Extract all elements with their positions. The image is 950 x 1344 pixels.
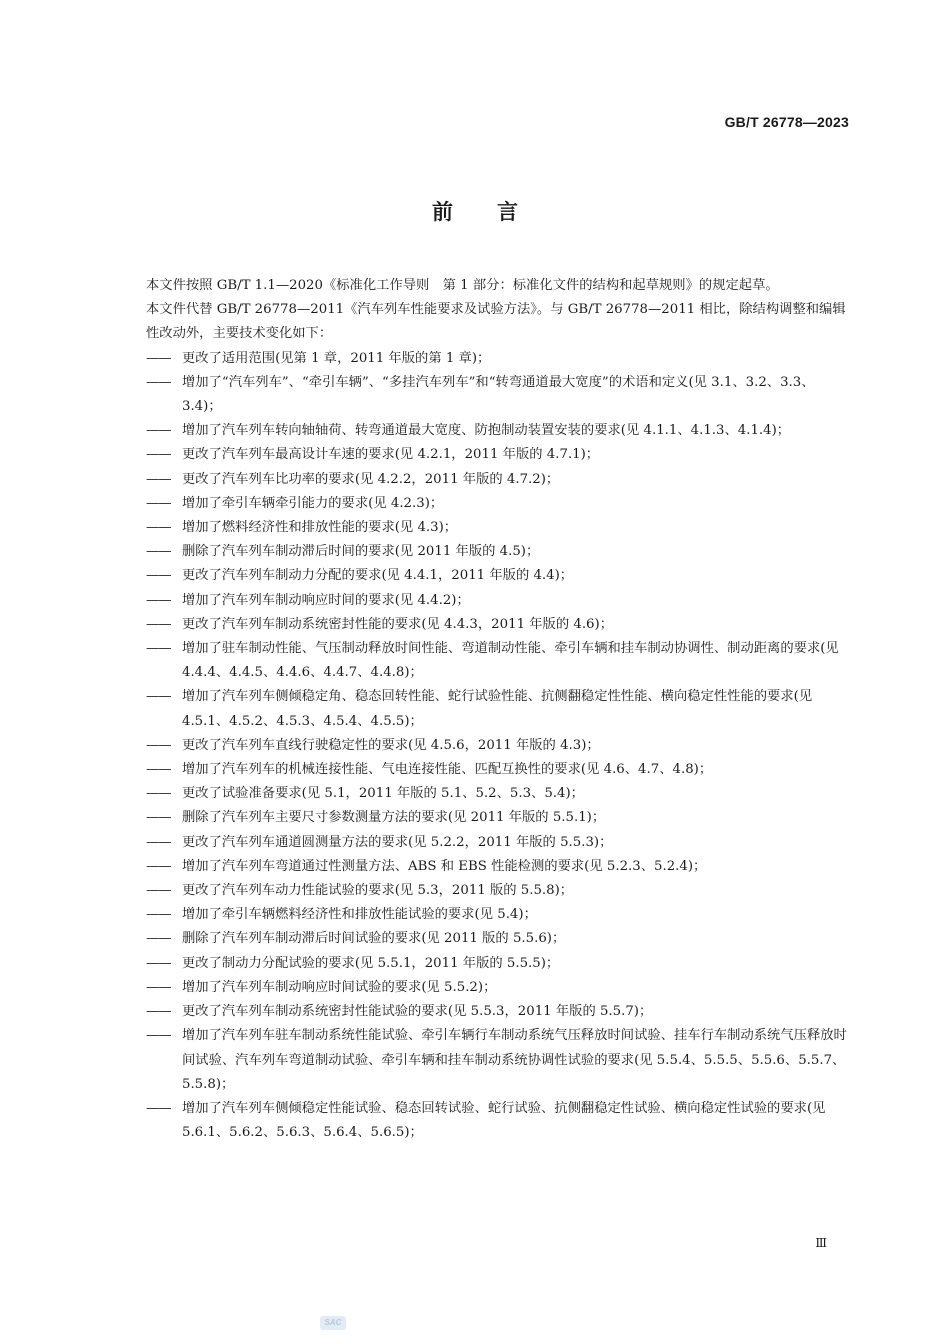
dash-marker: —— <box>146 423 171 439</box>
change-item-text: 增加了汽车列车制动响应时间的要求(见 4.4.2)； <box>182 592 470 608</box>
dash-marker: —— <box>146 979 171 995</box>
change-item <box>146 443 852 467</box>
dash-marker: —— <box>146 592 171 608</box>
dash-marker: —— <box>146 907 171 923</box>
change-item <box>146 1000 852 1024</box>
change-item-text: 增加了“汽车列车”、“牵引车辆”、“多挂汽车列车”和“转弯通道最大宽度”的术语和定义(见 3.1、3.2、3.3、3.4)； <box>182 374 815 415</box>
change-item-text: 增加了汽车列车侧倾稳定性能试验、稳态回转试验、蛇行试验、抗侧翻稳定性试验、横向稳定性试验的要求(见 5.6.1、5.6.2、5.6.3、5.6.4、5.6.5)； <box>182 1100 826 1141</box>
change-item-text: 更改了试验准备要求(见 5.1，2011 年版的 5.1、5.2、5.3、5.4)； <box>182 786 584 802</box>
dash-marker: —— <box>146 471 171 487</box>
intro-paragraph-1-text: 本文件按照 GB/T 1.1—2020《标准化工作导则 第 1 部分：标准化文件的结构和起草规则》的规定起草。 <box>146 278 779 293</box>
change-item-text: 增加了汽车列车制动响应时间试验的要求(见 5.5.2)； <box>182 979 497 995</box>
dash-marker: —— <box>146 616 171 632</box>
change-item <box>146 564 852 588</box>
change-item-text: 增加了驻车制动性能、气压制动释放时间性能、弯道制动性能、牵引车辆和挂车制动协调性、制动距离的要求(见 4.4.4、4.4.5、4.4.6、4.4.7、4.4.8)； <box>182 641 839 681</box>
change-item <box>146 806 852 830</box>
change-item <box>146 637 852 685</box>
dash-marker: —— <box>146 786 171 802</box>
dash-marker: —— <box>146 447 171 463</box>
dash-marker: —— <box>146 1028 171 1044</box>
dash-marker: —— <box>146 1100 171 1116</box>
change-item-text: 更改了适用范围(见第 1 章，2011 年版的第 1 章)； <box>182 350 491 366</box>
dash-marker: —— <box>146 955 171 971</box>
intro-paragraph-1 <box>146 274 852 298</box>
change-item-text: 增加了牵引车辆燃料经济性和排放性能试验的要求(见 5.4)； <box>182 907 537 923</box>
change-item <box>146 516 852 540</box>
change-item <box>146 589 852 613</box>
change-item <box>146 685 852 733</box>
change-item-text: 增加了汽车列车侧倾稳定角、稳态回转性能、蛇行试验性能、抗侧翻稳定性性能、横向稳定性性能的要求(见 4.5.1、4.5.2、4.5.3、4.5.4、4.5.5)； <box>182 689 813 729</box>
change-item-text: 更改了汽车列车制动系统密封性能的要求(见 4.4.3，2011 年版的 4.6)； <box>182 616 613 632</box>
dash-marker: —— <box>146 689 171 705</box>
change-item-text: 更改了汽车列车比功率的要求(见 4.2.2，2011 年版的 4.7.2)； <box>182 471 560 487</box>
dash-marker: —— <box>146 350 171 366</box>
intro-paragraph-2-text: 本文件代替 GB/T 26778—2011《汽车列车性能要求及试验方法》。与 GB/T 26778—2011 相比，除结构调整和编辑性改动外，主要技术变化如下： <box>146 302 846 342</box>
dash-marker: —— <box>146 495 171 511</box>
change-item <box>146 927 852 951</box>
change-item <box>146 734 852 758</box>
dash-marker: —— <box>146 810 171 826</box>
change-item-text: 增加了汽车列车转向轴轴荷、转弯通道最大宽度、防抱制动装置安装的要求(见 4.1.1、4.1.3、4.1.4)； <box>182 423 791 439</box>
change-item-text: 更改了汽车列车通道圆测量方法的要求(见 5.2.2，2011 年版的 5.5.3)； <box>182 834 613 850</box>
change-item-text: 删除了汽车列车主要尺寸参数测量方法的要求(见 2011 年版的 5.5.1)； <box>182 810 606 826</box>
change-item <box>146 855 852 879</box>
change-item <box>146 1024 852 1097</box>
change-item <box>146 492 852 516</box>
change-item <box>146 613 852 637</box>
change-item-text: 增加了牵引车辆牵引能力的要求(见 4.2.3)； <box>182 495 444 511</box>
dash-marker: —— <box>146 762 171 778</box>
dash-marker: —— <box>146 641 171 657</box>
page-title: 前言 <box>432 200 562 224</box>
change-item <box>146 831 852 855</box>
dash-marker: —— <box>146 737 171 753</box>
dash-marker: —— <box>146 858 171 874</box>
change-item-text: 删除了汽车列车制动滞后时间试验的要求(见 2011 版的 5.5.6)； <box>182 931 566 947</box>
change-item <box>146 976 852 1000</box>
change-item <box>146 1097 852 1145</box>
technical-changes-list <box>146 347 852 1146</box>
dash-marker: —— <box>146 568 171 584</box>
change-item-text: 更改了汽车列车制动系统密封性能试验的要求(见 5.5.3，2011 年版的 5.5.7)； <box>182 1004 653 1020</box>
change-item-text: 更改了制动力分配试验的要求(见 5.5.1，2011 年版的 5.5.5)； <box>182 955 560 971</box>
intro-paragraph-2 <box>146 298 852 346</box>
change-item <box>146 758 852 782</box>
change-item <box>146 903 852 927</box>
page-number: Ⅲ <box>815 1236 827 1250</box>
change-item-text: 增加了汽车列车的机械连接性能、气电连接性能、匹配互换性的要求(见 4.6、4.7、4.8)； <box>182 762 713 778</box>
change-item <box>146 347 852 371</box>
dash-marker: —— <box>146 520 171 536</box>
change-item-text: 增加了汽车列车弯道通过性测量方法、ABS 和 EBS 性能检测的要求(见 5.2.3、5.2.4)； <box>182 858 707 874</box>
dash-marker: —— <box>146 931 171 947</box>
dash-marker: —— <box>146 883 171 899</box>
change-item-text: 更改了汽车列车动力性能试验的要求(见 5.3，2011 版的 5.5.8)； <box>182 883 574 899</box>
change-item <box>146 952 852 976</box>
sac-logo-watermark: SAC <box>320 1316 346 1330</box>
change-item-text: 增加了汽车列车驻车制动系统性能试验、牵引车辆行车制动系统气压释放时间试验、挂车行车制动系统气压释放时间试验、汽车列车弯道制动试验、牵引车辆和挂车制动系统协调性试验的要求(见 5.5.4、5.5.5、5.5.6、5.5.7、5.5.8)； <box>182 1028 847 1092</box>
change-item-text: 更改了汽车列车直线行驶稳定性的要求(见 4.5.6，2011 年版的 4.3)； <box>182 737 600 753</box>
change-item <box>146 468 852 492</box>
change-item <box>146 371 852 419</box>
change-item-text: 更改了汽车列车制动力分配的要求(见 4.4.1，2011 年版的 4.4)； <box>182 568 574 584</box>
dash-marker: —— <box>146 374 171 390</box>
change-item <box>146 782 852 806</box>
standard-code: GB/T 26778—2023 <box>724 114 849 130</box>
foreword-body <box>146 274 852 1145</box>
change-item-text: 更改了汽车列车最高设计车速的要求(见 4.2.1，2011 年版的 4.7.1)； <box>182 447 600 463</box>
change-item-text: 增加了燃料经济性和排放性能的要求(见 4.3)； <box>182 520 458 536</box>
change-item-text: 删除了汽车列车制动滞后时间的要求(见 2011 年版的 4.5)； <box>182 544 540 560</box>
dash-marker: —— <box>146 834 171 850</box>
dash-marker: —— <box>146 1004 171 1020</box>
dash-marker: —— <box>146 544 171 560</box>
change-item <box>146 540 852 564</box>
change-item <box>146 879 852 903</box>
change-item <box>146 419 852 443</box>
